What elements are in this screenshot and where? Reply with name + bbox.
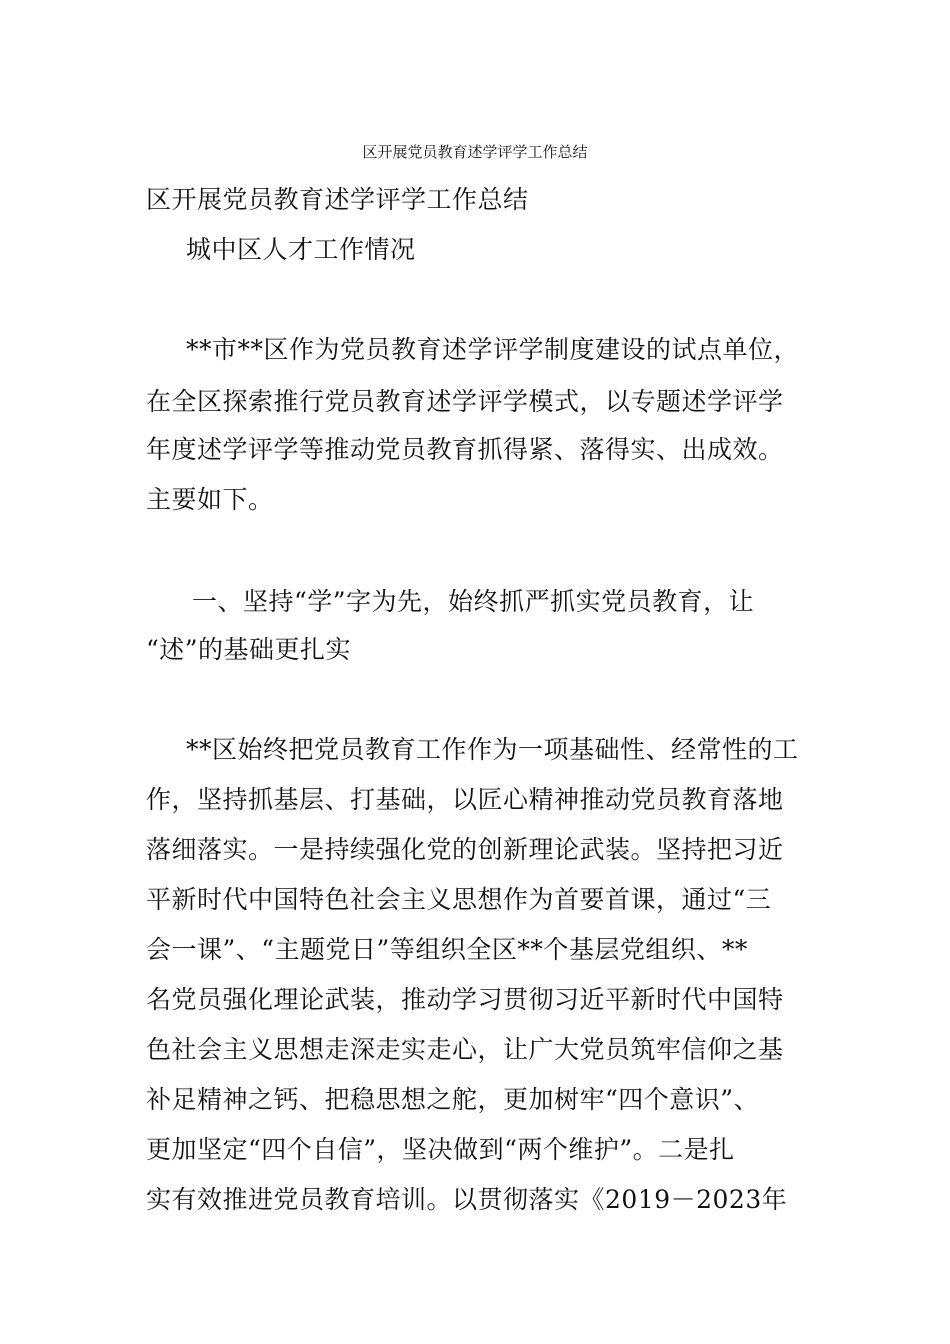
paragraph-line: 色社会主义思想走深走实走心，让广大党员筑牢信仰之基 [146, 1035, 784, 1064]
paragraph-line: 落细落实。一是持续强化党的创新理论武装。坚持把习近 [146, 835, 784, 864]
paragraph-line: 实有效推进党员教育培训。以贯彻落实《2019－2023年 [146, 1185, 788, 1214]
document-title: 区开展党员教育述学评学工作总结 [362, 143, 588, 161]
paragraph-line: **市**区作为党员教育述学评学制度建设的试点单位， [186, 335, 800, 364]
paragraph-line: **区始终把党员教育工作作为一项基础性、经常性的工 [186, 735, 799, 764]
report-heading: 城中区人才工作情况 [186, 235, 416, 264]
document-subtitle: 区开展党员教育述学评学工作总结 [146, 185, 529, 214]
paragraph-line: 补足精神之钙、把稳思想之舵，更加树牢“四个意识”、 [146, 1085, 760, 1114]
paragraph-line: 更加坚定“四个自信”，坚决做到“两个维护”。二是扎 [146, 1135, 735, 1164]
section-heading-line: 一、坚持“学”字为先，始终抓严抓实党员教育，让 [192, 587, 755, 616]
paragraph-line: 年度述学评学等推动党员教育抓得紧、落得实、出成效。 [146, 435, 784, 464]
section-heading-line: “述”的基础更扎实 [146, 635, 352, 664]
paragraph-line: 会一课”、“主题党日”等组织全区**个基层党组织、** [146, 935, 748, 964]
paragraph-line: 名党员强化理论武装，推动学习贯彻习近平新时代中国特 [146, 985, 784, 1014]
paragraph-line: 主要如下。 [146, 485, 274, 514]
paragraph-line: 作，坚持抓基层、打基础，以匠心精神推动党员教育落地 [146, 785, 784, 814]
paragraph-line: 在全区探索推行党员教育述学评学模式，以专题述学评学 [146, 387, 784, 416]
paragraph-line: 平新时代中国特色社会主义思想作为首要首课，通过“三 [146, 885, 772, 914]
